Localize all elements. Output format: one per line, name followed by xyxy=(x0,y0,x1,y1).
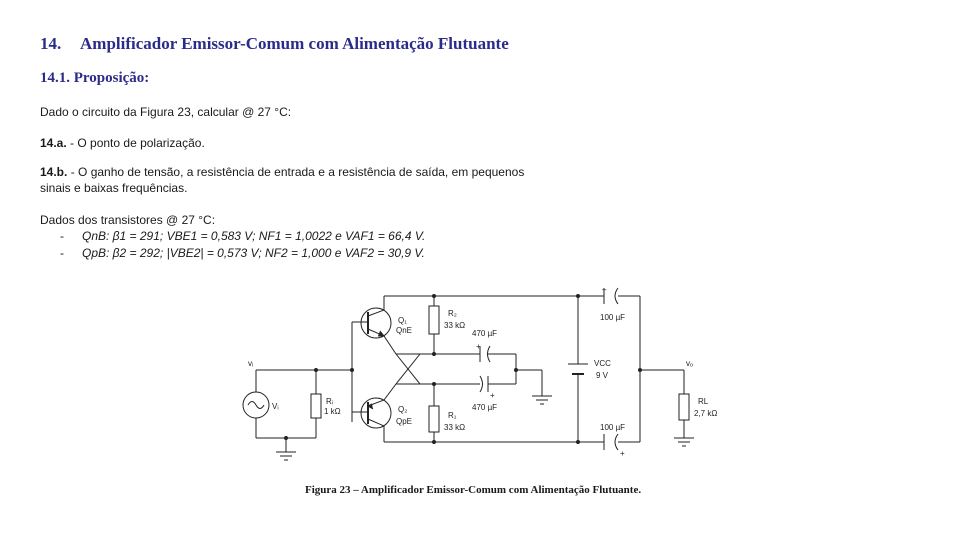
intro-text: Dado o circuito da Figura 23, calcular @ 27 °C: xyxy=(40,105,292,119)
junction-dots xyxy=(284,294,642,444)
ground-icon xyxy=(674,438,694,446)
label-vcc-name: VCC xyxy=(594,359,611,368)
label-q2-name: Q₂ xyxy=(398,405,408,414)
resistor-r2 xyxy=(429,306,439,334)
label-c-bot: 100 µF xyxy=(600,423,626,432)
label-plus: + xyxy=(476,342,481,351)
item-b-label: 14.b. xyxy=(40,165,68,179)
list-dash: - xyxy=(60,229,64,243)
transistor-q2-icon xyxy=(361,398,391,428)
list-dash: - xyxy=(60,246,64,260)
item-a-label: 14.a. xyxy=(40,136,67,150)
section-title-text: Amplificador Emissor-Comum com Alimentação Flutuante xyxy=(80,34,509,53)
capacitor-mid-bot-icon xyxy=(480,376,488,392)
label-q2-model: QpE xyxy=(396,417,413,426)
label-r2-value: 33 kΩ xyxy=(444,321,466,330)
label-minus: – xyxy=(602,285,607,294)
label-ri-value: 1 kΩ xyxy=(324,407,341,416)
label-r1-value: 33 kΩ xyxy=(444,423,466,432)
resistor-ri xyxy=(311,394,321,418)
transistor-q1-icon xyxy=(361,308,391,338)
label-vi-node: vᵢ xyxy=(248,359,254,368)
figure-caption xyxy=(305,484,641,496)
item-a-text: - O ponto de polarização. xyxy=(66,136,205,150)
transistor-params: QpB: β2 = 292; |VBE2| = 0,573 V; NF2 = 1,000 e VAF2 = 30,9 V. xyxy=(82,246,425,260)
label-c-top: 100 µF xyxy=(600,313,626,322)
label-vi-source: Vᵢ xyxy=(272,402,279,411)
label-c-mid-top: 470 µF xyxy=(472,329,498,338)
ground-icon xyxy=(532,396,552,404)
label-c-mid-bot: 470 µF xyxy=(472,403,498,412)
ground-icon xyxy=(276,452,296,460)
label-q1-name: Q₁ xyxy=(398,316,407,325)
transistor-params: QnB: β1 = 291; VBE1 = 0,583 V; NF1 = 1,0022 e VAF1 = 66,4 V. xyxy=(82,229,426,243)
sine-icon xyxy=(248,402,264,409)
section-number: 14. xyxy=(40,34,62,53)
label-r1-name: R₁ xyxy=(448,411,457,420)
transistor-heading: Dados dos transistores @ 27 °C: xyxy=(40,213,216,227)
subsection-title-text: Proposição: xyxy=(73,70,150,86)
resistor-rl xyxy=(679,394,689,420)
battery-icon xyxy=(568,364,588,374)
label-r2-name: R₂ xyxy=(448,309,457,318)
item-b-text: - O ganho de tensão, a resistência de entrada e a resistência de saída, em pequenos sinais e baixas frequências. xyxy=(40,165,525,195)
resistor-r1 xyxy=(429,406,439,432)
label-rl-value: 2,7 kΩ xyxy=(694,409,718,418)
caption-label: Figura 23 – xyxy=(305,484,359,496)
caption-text: Amplificador Emissor-Comum com Alimentação Flutuante. xyxy=(358,484,642,496)
subsection-number: 14.1. xyxy=(40,70,70,86)
label-ri-name: Rᵢ xyxy=(326,397,334,406)
label-q1-model: QnE xyxy=(396,326,413,335)
label-vo-node: vₒ xyxy=(686,359,694,368)
label-plus: + xyxy=(620,449,625,458)
label-rl-name: RL xyxy=(698,397,709,406)
label-vcc-value: 9 V xyxy=(596,371,609,380)
capacitor-bot-icon xyxy=(604,434,618,450)
label-plus: + xyxy=(490,391,495,400)
